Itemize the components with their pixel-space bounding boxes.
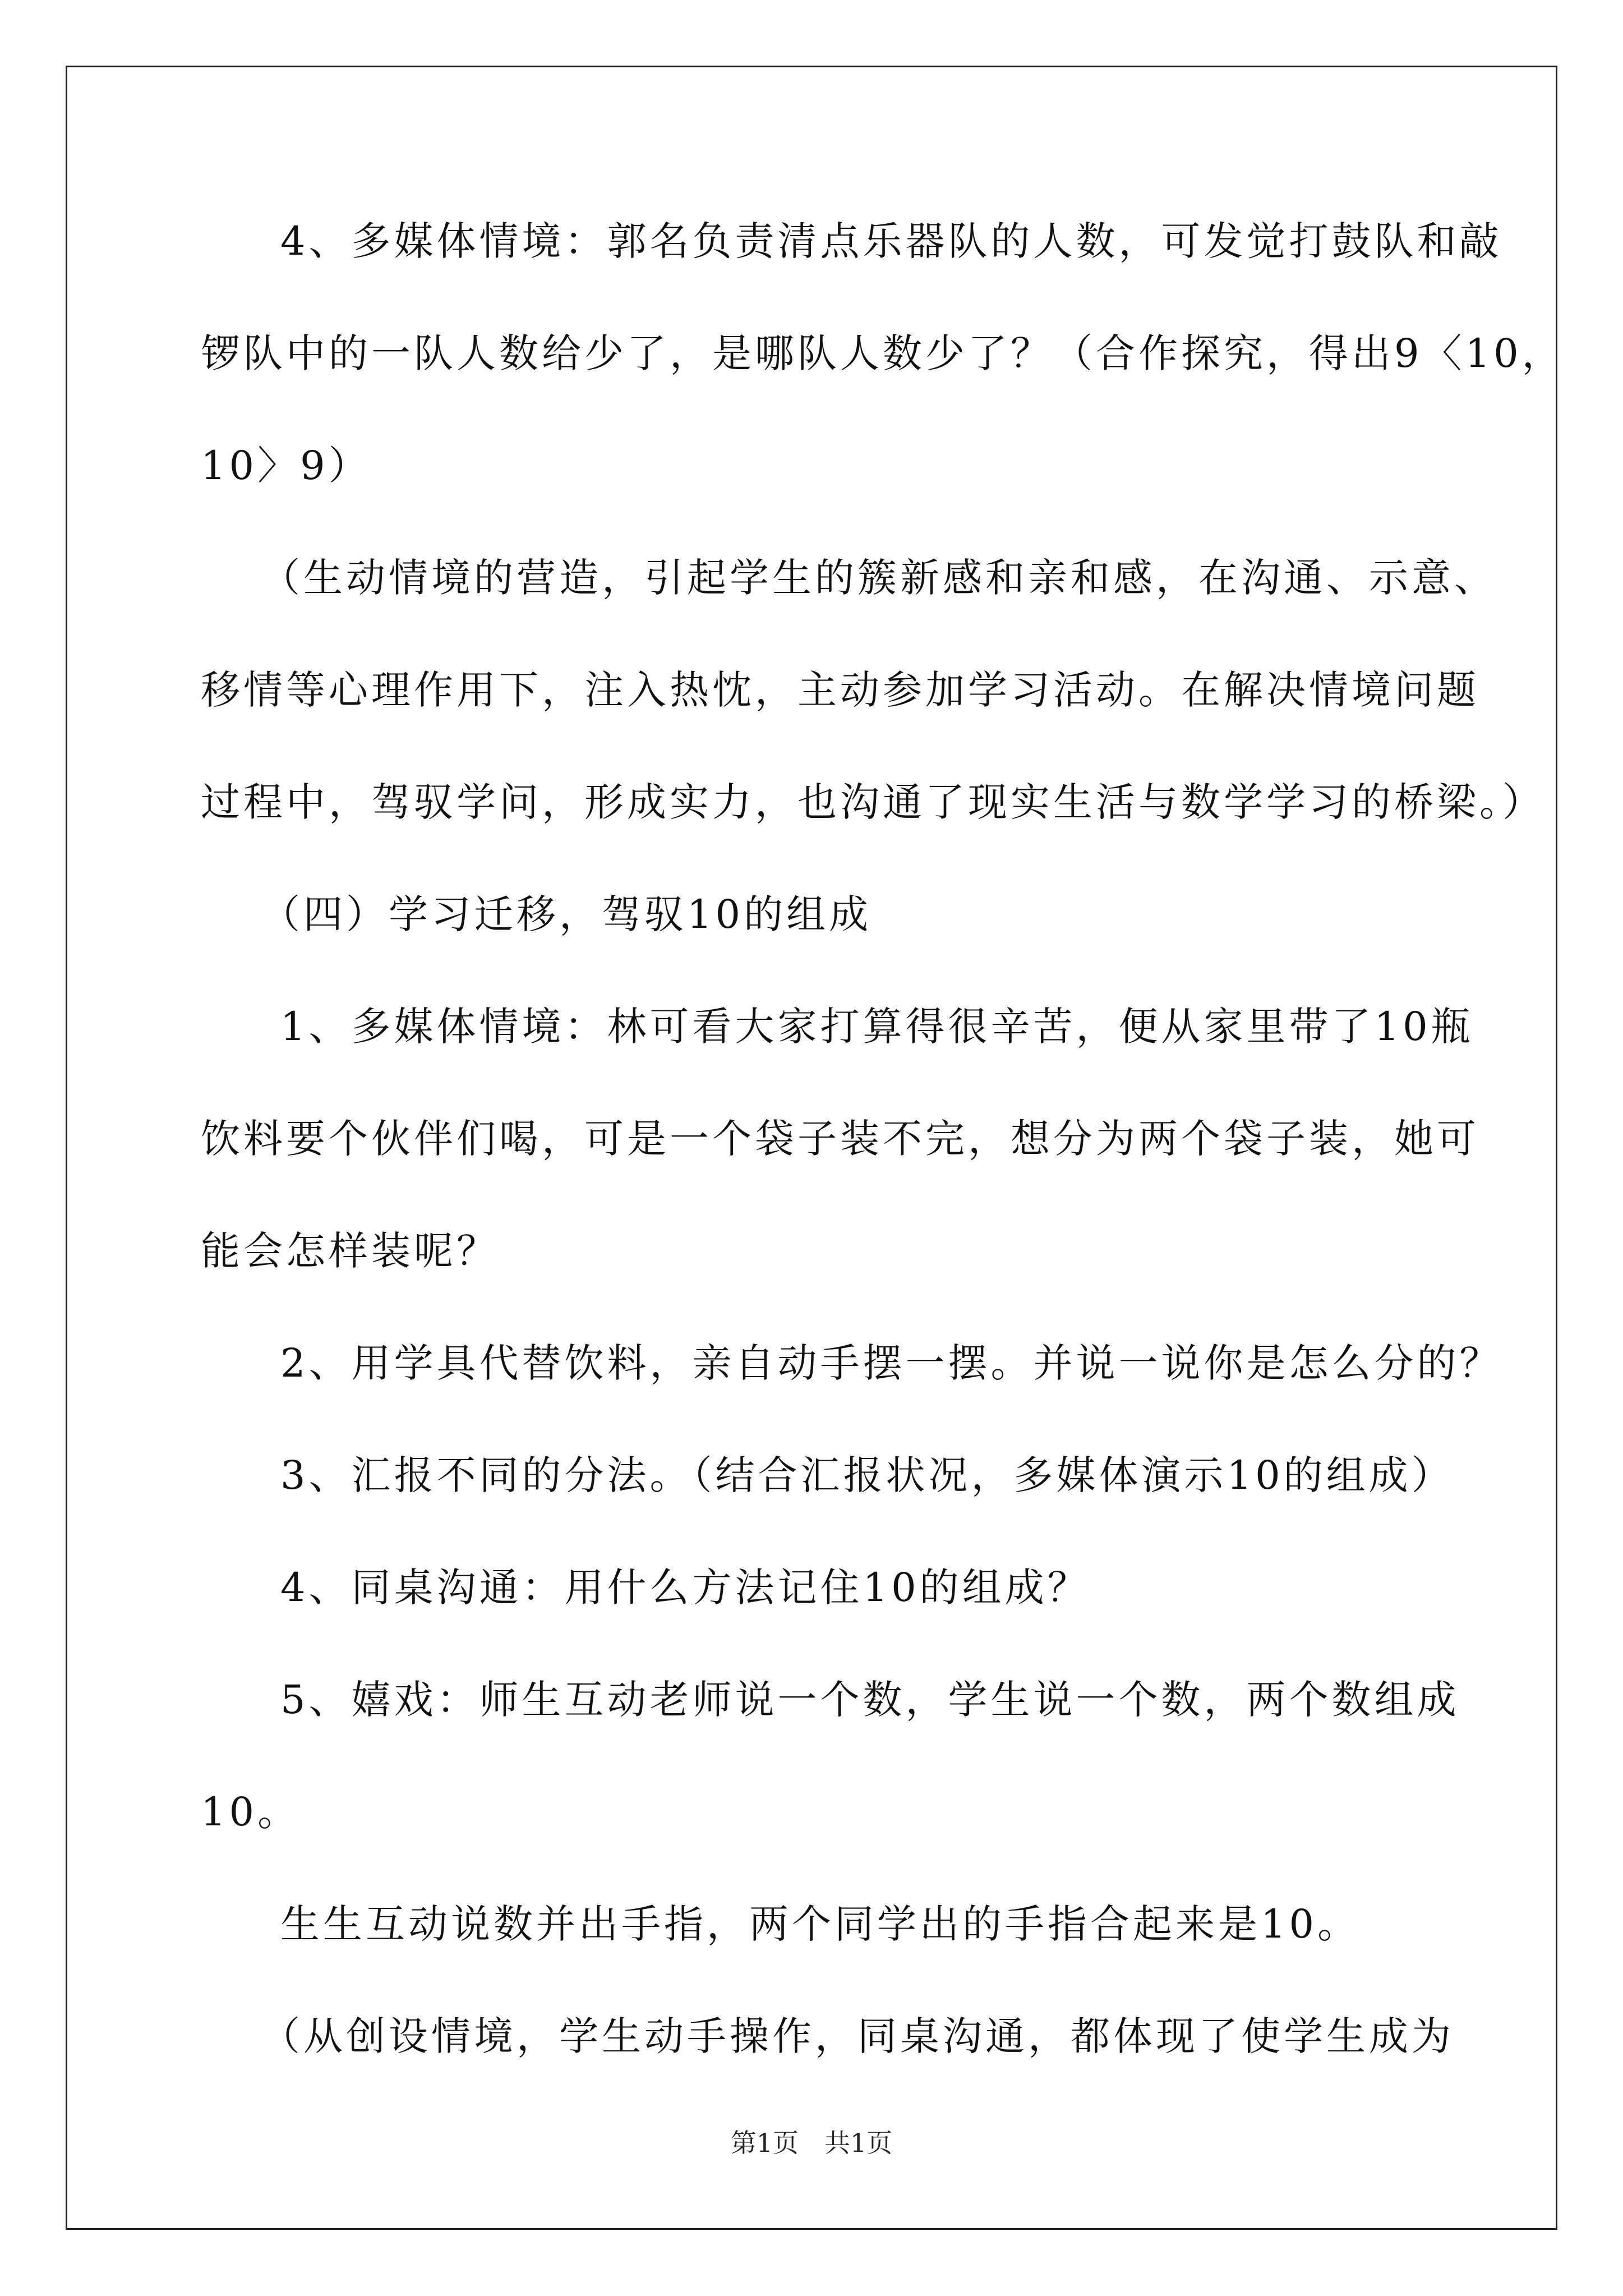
page-number-footer: 第1页 共1页 [730, 2128, 893, 2158]
paragraph-line-13: 4、同桌沟通：用什么方法记住10的组成？ [280, 1565, 1090, 1611]
paragraph-line-10: 能会怎样装呢？ [201, 1228, 499, 1274]
paragraph-line-6: 过程中，驾驭学问，形成实力，也沟通了现实生活与数学学习的桥梁。） [201, 779, 1545, 825]
paragraph-line-9: 饮料要个伙伴们喝，可是一个袋子装不完，想分为两个袋子装，她可 [201, 1116, 1479, 1162]
section-heading: （四）学习迁移，驾驭10的组成 [261, 891, 872, 937]
paragraph-line-4: （生动情境的营造，引起学生的簇新感和亲和感，在沟通、示意、 [261, 555, 1497, 601]
paragraph-line-11: 2、用学具代替饮料，亲自动手摆一摆。并说一说你是怎么分的？ [280, 1340, 1502, 1386]
paragraph-line-12: 3、汇报不同的分法。（结合汇报状况，多媒体演示10的组成） [280, 1452, 1454, 1498]
paragraph-line-15: 10。 [201, 1789, 301, 1835]
paragraph-line-8: 1、多媒体情境：林可看大家打算得很辛苦，便从家里带了10瓶 [280, 1004, 1474, 1050]
paragraph-line-17: （从创设情境，学生动手操作，同桌沟通，都体现了使学生成为 [261, 2013, 1454, 2059]
paragraph-line-2: 锣队中的一队人数给少了，是哪队人数少了？（合作探究，得出9〈10， [201, 330, 1565, 376]
paragraph-line-1: 4、多媒体情境：郭名负责清点乐器队的人数，可发觉打鼓队和敲 [280, 218, 1502, 264]
paragraph-line-16: 生生互动说数并出手指，两个同学出的手指合起来是10。 [280, 1901, 1361, 1947]
paragraph-line-3: 10〉9） [201, 443, 371, 489]
paragraph-line-14: 5、嬉戏：师生互动老师说一个数，学生说一个数，两个数组成 [280, 1677, 1460, 1723]
paragraph-line-5: 移情等心理作用下，注入热忱，主动参加学习活动。在解决情境问题 [201, 667, 1479, 713]
